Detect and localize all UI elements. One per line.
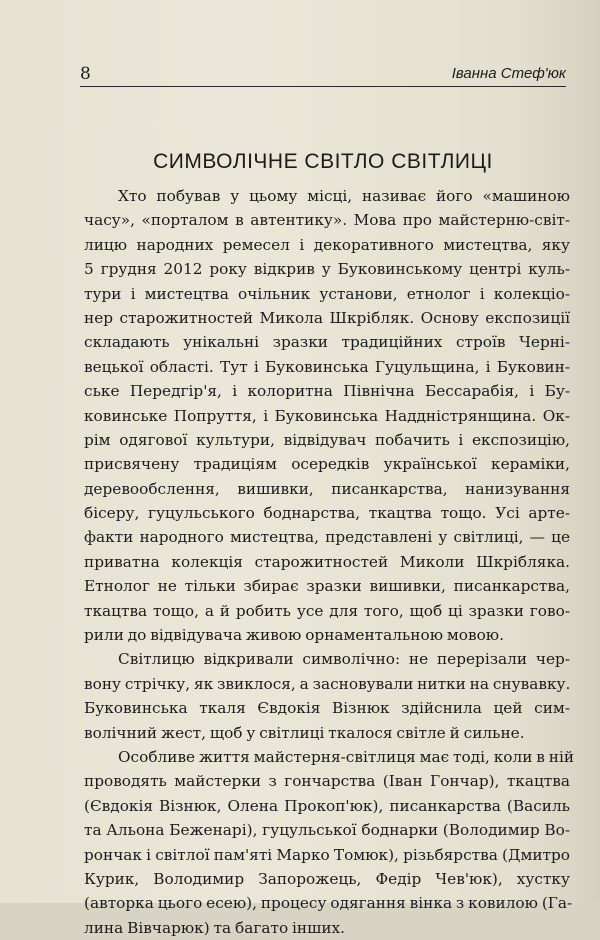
text-line: рили до відвідувача живою орнаментальною мовою. <box>84 626 504 645</box>
text-line: вону стрічку, як звиклося, а засновували нитки на снувавку. <box>84 674 571 693</box>
text-line: приватна колекція старожитностей Миколи Шкрібляка. <box>84 552 570 571</box>
body-text <box>84 184 575 940</box>
text-line: присвячену традиціям осередків української кераміки, <box>84 455 570 474</box>
text-line: (Євдокія Візнюк, Олена Прокоп'юк), писанкарства (Василь <box>84 796 570 815</box>
text-line: Світлицю відкривали символічно: не перерізали чер- <box>118 650 570 669</box>
header-rule <box>80 86 566 87</box>
paragraph-1 <box>84 184 570 647</box>
chapter-title: СИМВОЛІЧНЕ СВІТЛО СВІТЛИЦІ <box>153 150 493 173</box>
text-line: рім одягової культури, відвідувач побачить і експозицію, <box>84 430 570 449</box>
text-line: Особливе життя майстерня-світлиця має тоді, коли в ній <box>118 747 575 766</box>
text-line: рончак і світлої пам'яті Марко Томюк), різьбярства (Дмитро <box>84 845 570 864</box>
text-line: (авторка цього есею), процесу одягання вінка з ковилою (Га- <box>84 894 573 913</box>
text-line: лицю народних ремесел і декоративного мистецтва, яку <box>84 235 570 254</box>
text-line: 5 грудня 2012 року відкрив у Буковинському центрі куль- <box>84 260 570 279</box>
text-line: волічний жест, щоб у світлиці ткалося світле й сильне. <box>84 723 525 742</box>
text-line: проводять майстерки з гончарства (Іван Гончар), ткацтва <box>84 772 570 791</box>
text-line: Етнолог не тільки збирає зразки вишивки, писанкарства, <box>84 577 570 596</box>
text-line: та Альона Беженарі), гуцульської боднарки (Володимир Во- <box>84 821 570 840</box>
text-line: вецької області. Тут і Буковинська Гуцульщина, і Буковин- <box>84 357 570 376</box>
text-line: складають унікальні зразки традиційних строїв Черні- <box>84 333 570 352</box>
text-line: Хто побував у цьому місці, називає його «машиною <box>118 187 570 205</box>
text-line: ковинське Попруття, і Буковинська Наддністрянщина. Ок- <box>84 406 570 425</box>
text-line: факти народного мистецтва, представлені у світлиці, — це <box>84 528 570 547</box>
text-line: деревообслення, вишивки, писанкарства, нанизування <box>84 479 570 498</box>
page-header <box>80 64 566 86</box>
text-line: ське Передгір'я, і колоритна Північна Бессарабія, і Бу- <box>84 382 570 401</box>
paragraph-2 <box>84 647 570 745</box>
text-line: часу», «порталом в автентику». Мова про майстерню-світ- <box>84 211 570 230</box>
text-line: Курик, Володимир Запорожець, Федір Чев'юк), хустку <box>84 869 570 888</box>
paragraph-3 <box>84 745 575 940</box>
text-line: нер старожитностей Микола Шкрібляк. Основу експозиції <box>84 308 570 327</box>
running-title: Іванна Стеф'юк <box>451 65 566 82</box>
text-line: лина Вівчарюк) та багато інших. <box>84 918 346 937</box>
text-line: бісеру, гуцульського боднарства, ткацтва тощо. Усі арте- <box>84 504 570 523</box>
text-line: Буковинська ткаля Євдокія Візнюк здійснила цей сим- <box>84 699 570 718</box>
text-line: ткацтва тощо, а й робить усе для того, щоб ці зразки гово- <box>84 601 570 620</box>
text-line: тури і мистецтва очільник установи, етнолог і колекціо- <box>84 284 570 303</box>
page-number: 8 <box>80 64 91 84</box>
